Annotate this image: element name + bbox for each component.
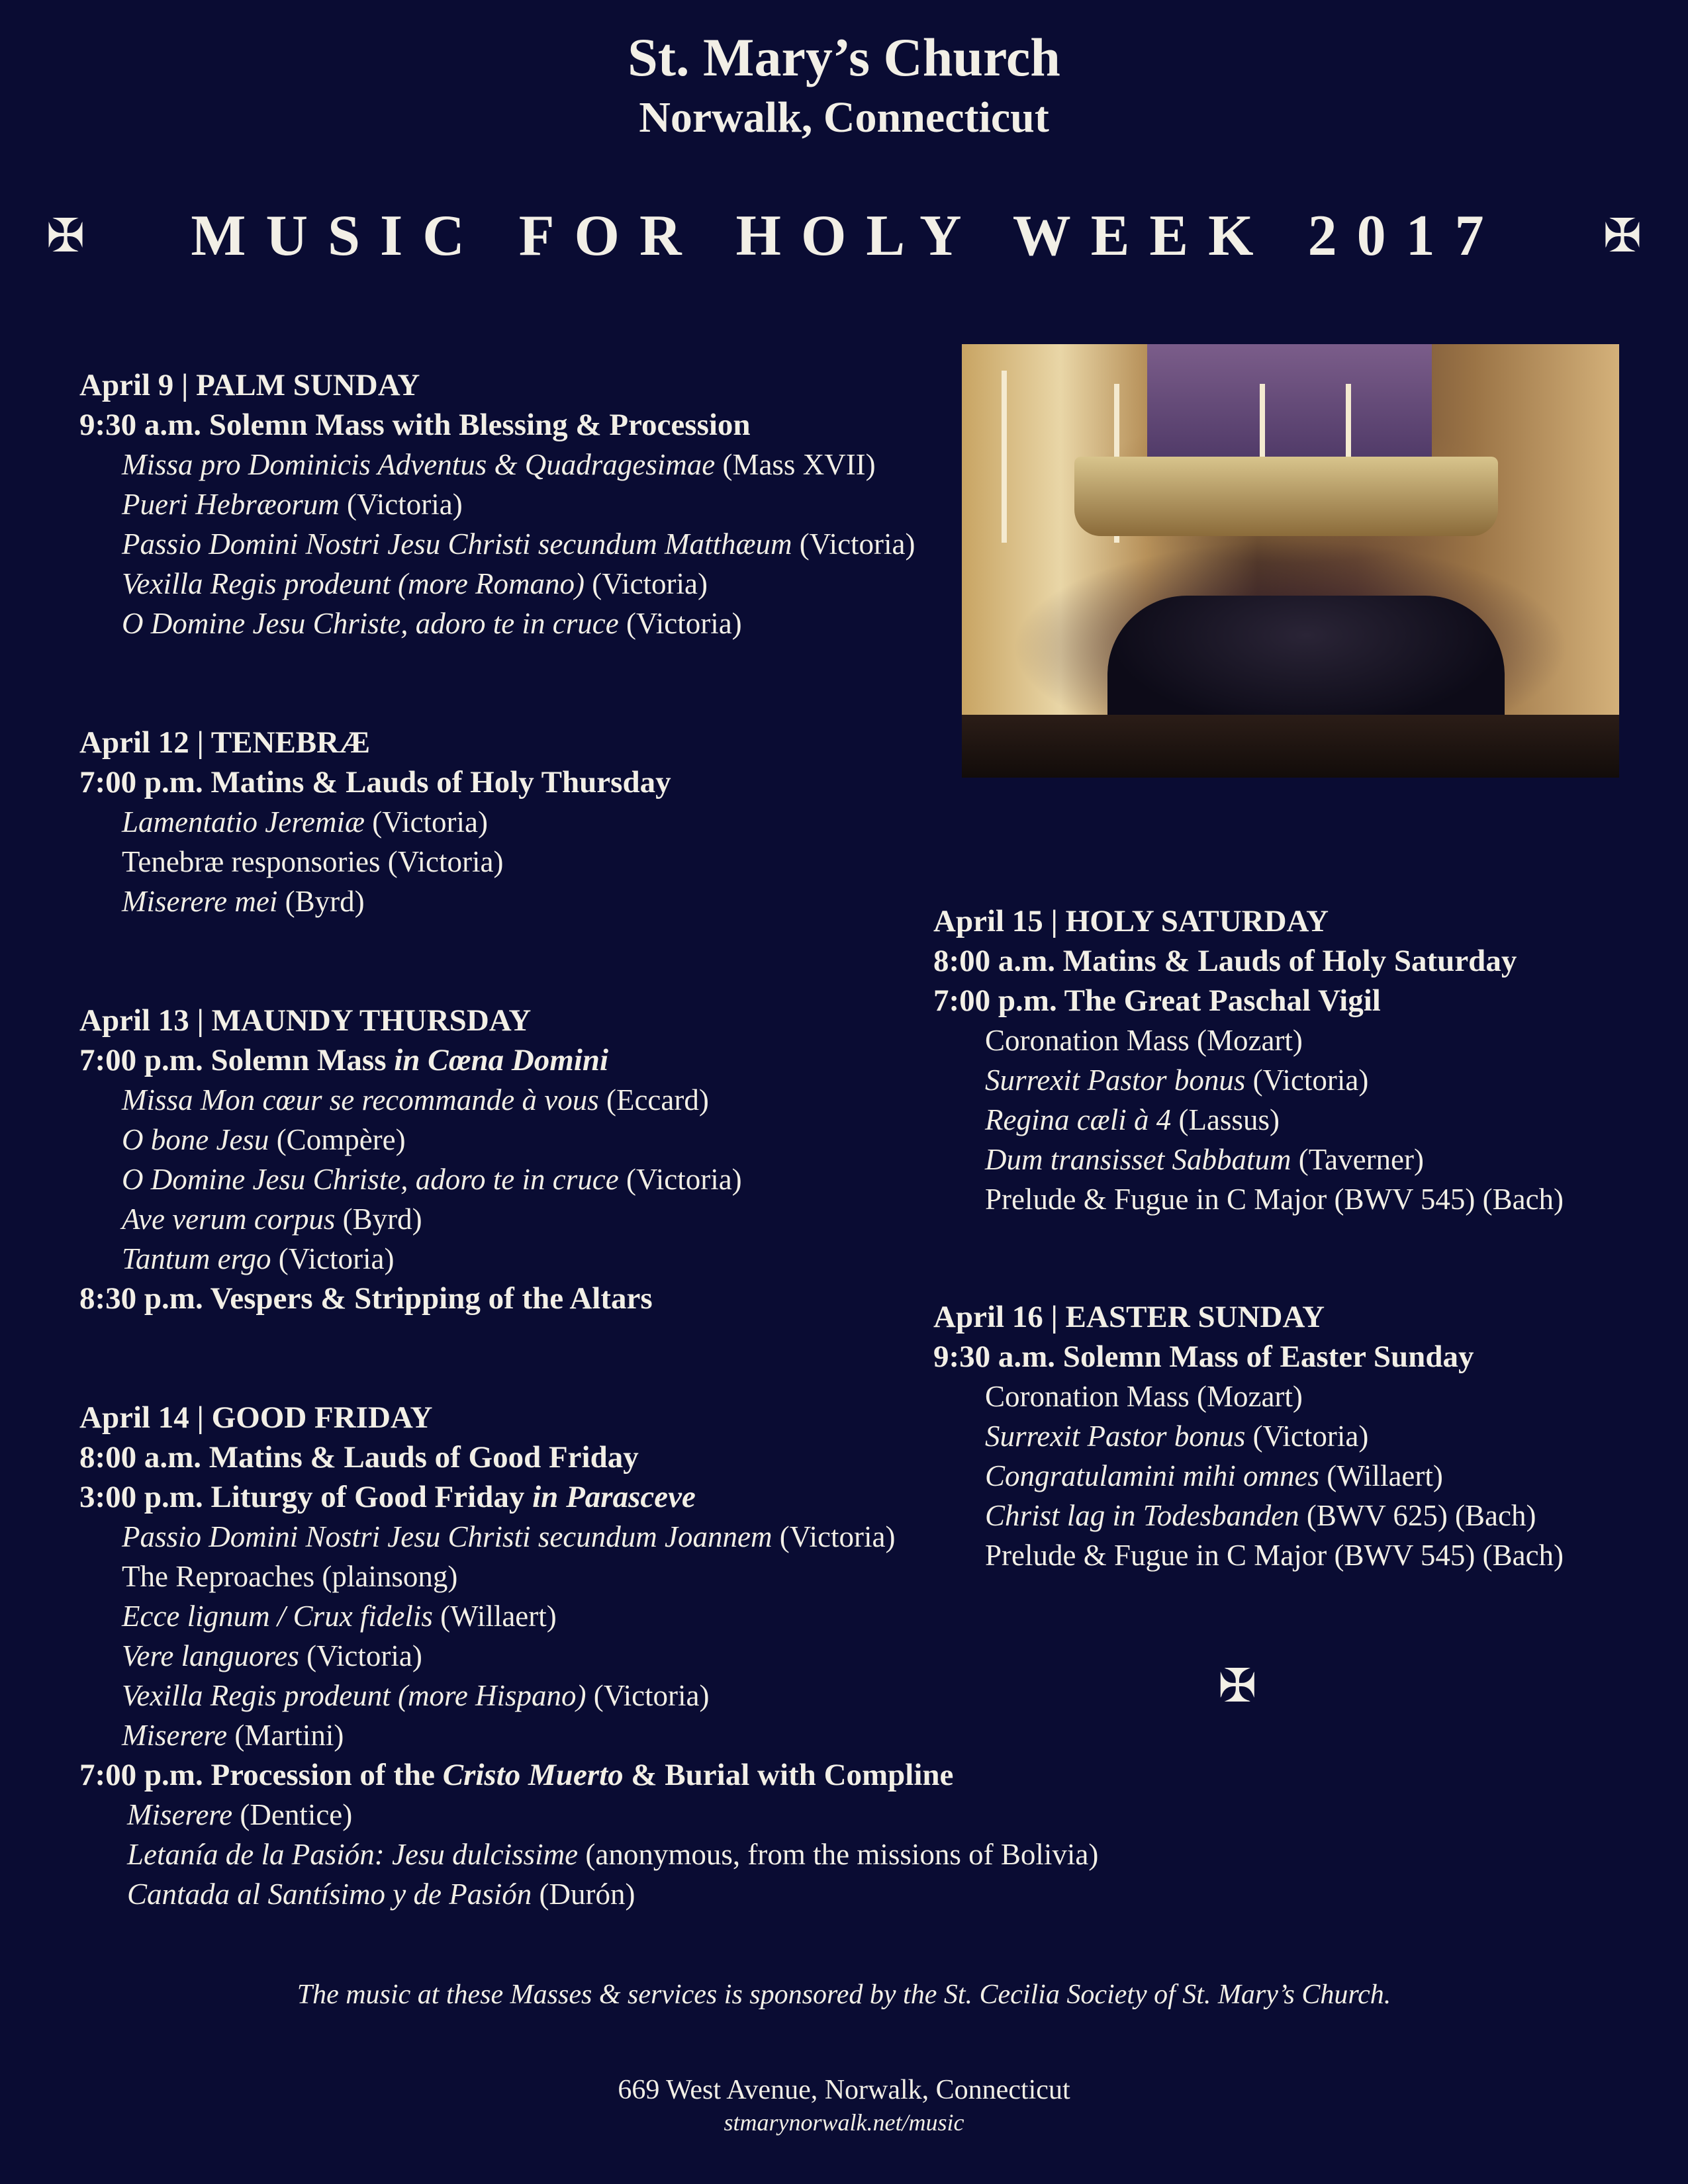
list-item: Regina cæli à 4 (Lassus) xyxy=(985,1103,1280,1136)
list-item: Surrexit Pastor bonus (Victoria) xyxy=(985,1420,1369,1453)
candle-shape xyxy=(1002,371,1007,543)
list-item: Cantada al Santísimo y de Pasión (Durón) xyxy=(127,1878,635,1911)
list-item: Passio Domini Nostri Jesu Christi secundum Matthæum (Victoria) xyxy=(122,527,915,561)
list-item: Miserere mei (Byrd) xyxy=(122,885,365,918)
cross-icon: ✠ xyxy=(1603,208,1642,263)
list-item: Miserere (Dentice) xyxy=(127,1798,353,1831)
sponsor-note: The music at these Masses & services is sponsored by the St. Cecilia Society of St. Mary’s Church. xyxy=(297,1979,1391,2010)
service-time: 7:00 p.m. Solemn Mass in Cœna Domini xyxy=(79,1043,609,1077)
church-location: Norwalk, Connecticut xyxy=(639,93,1049,142)
list-item: Dum transisset Sabbatum (Taverner) xyxy=(985,1143,1424,1176)
header xyxy=(0,25,1688,146)
section-maundy-thursday xyxy=(79,1001,742,1318)
service-time: 9:30 a.m. Solemn Mass of Easter Sunday xyxy=(933,1340,1474,1374)
service-time: 3:00 p.m. Liturgy of Good Friday in Parasceve xyxy=(79,1480,696,1514)
section-tenebrae xyxy=(79,723,671,921)
canopy-shape xyxy=(1074,457,1498,536)
website-url[interactable]: stmarynorwalk.net/music xyxy=(724,2109,964,2136)
service-time: 7:00 p.m. The Great Paschal Vigil xyxy=(933,983,1381,1018)
section-easter-sunday xyxy=(933,1297,1564,1575)
list-item: Ave verum corpus (Byrd) xyxy=(122,1203,422,1236)
section-palm-sunday xyxy=(79,365,915,643)
list-item: O Domine Jesu Christe, adoro te in cruce (Victoria) xyxy=(122,607,742,640)
altar-photo xyxy=(962,344,1619,778)
service-time: 8:30 p.m. Vespers & Stripping of the Altars xyxy=(79,1281,653,1316)
bier-shape xyxy=(1107,596,1505,728)
list-item: O bone Jesu (Compère) xyxy=(122,1123,406,1156)
list-item: Coronation Mass (Mozart) xyxy=(985,1380,1303,1413)
floor-shape xyxy=(962,715,1619,778)
day-title: April 12 | TENEBRÆ xyxy=(79,725,371,760)
list-item: The Reproaches (plainsong) xyxy=(122,1560,458,1593)
list-item: Missa pro Dominicis Adventus & Quadragesimae (Mass XVII) xyxy=(122,448,876,481)
list-item: Tenebræ responsories (Victoria) xyxy=(122,845,504,878)
list-item: Missa Mon cœur se recommande à vous (Eccard) xyxy=(122,1083,709,1116)
service-time: 8:00 a.m. Matins & Lauds of Holy Saturday xyxy=(933,944,1517,978)
address: 669 West Avenue, Norwalk, Connecticut xyxy=(618,2075,1070,2105)
list-item: Prelude & Fugue in C Major (BWV 545) (Bach) xyxy=(985,1539,1564,1572)
church-name: St. Mary’s Church xyxy=(628,27,1060,87)
list-item: Christ lag in Todesbanden (BWV 625) (Bach) xyxy=(985,1499,1536,1532)
list-item: Congratulamini mihi omnes (Willaert) xyxy=(985,1459,1443,1492)
list-item: Letanía de la Pasión: Jesu dulcissime (anonymous, from the missions of Bolivia) xyxy=(127,1838,1099,1871)
list-item: Lamentatio Jeremiæ (Victoria) xyxy=(122,805,488,839)
day-title: April 15 | HOLY SATURDAY xyxy=(933,904,1329,938)
list-item: Ecce lignum / Crux fidelis (Willaert) xyxy=(122,1600,557,1633)
service-time: 7:00 p.m. Matins & Lauds of Holy Thursday xyxy=(79,765,671,799)
day-title: April 14 | GOOD FRIDAY xyxy=(79,1400,433,1435)
list-item: O Domine Jesu Christe, adoro te in cruce (Victoria) xyxy=(122,1163,742,1196)
day-title: April 13 | MAUNDY THURSDAY xyxy=(79,1003,532,1038)
service-time: 7:00 p.m. Procession of the Cristo Muerto & Burial with Compline xyxy=(79,1758,954,1792)
list-item: Miserere (Martini) xyxy=(122,1719,344,1752)
day-title: April 16 | EASTER SUNDAY xyxy=(933,1300,1325,1334)
list-item: Pueri Hebræorum (Victoria) xyxy=(122,488,463,521)
page-title: MUSIC FOR HOLY WEEK 2017 xyxy=(191,203,1504,268)
cross-icon: ✠ xyxy=(1218,1659,1257,1713)
list-item: Prelude & Fugue in C Major (BWV 545) (Bach) xyxy=(985,1183,1564,1216)
list-item: Tantum ergo (Victoria) xyxy=(122,1242,395,1275)
list-item: Vexilla Regis prodeunt (more Romano) (Victoria) xyxy=(122,567,708,600)
service-time: 8:00 a.m. Matins & Lauds of Good Friday xyxy=(79,1440,639,1475)
list-item: Coronation Mass (Mozart) xyxy=(985,1024,1303,1057)
service-time: 9:30 a.m. Solemn Mass with Blessing & Procession xyxy=(79,408,751,442)
list-item: Vere languores (Victoria) xyxy=(122,1639,422,1672)
section-holy-saturday xyxy=(933,901,1564,1219)
list-item: Vexilla Regis prodeunt (more Hispano) (Victoria) xyxy=(122,1679,710,1712)
cross-icon: ✠ xyxy=(46,208,85,263)
list-item: Passio Domini Nostri Jesu Christi secundum Joannem (Victoria) xyxy=(122,1520,896,1553)
list-item: Surrexit Pastor bonus (Victoria) xyxy=(985,1064,1369,1097)
banner xyxy=(0,189,1688,282)
day-title: April 9 | PALM SUNDAY xyxy=(79,368,420,402)
